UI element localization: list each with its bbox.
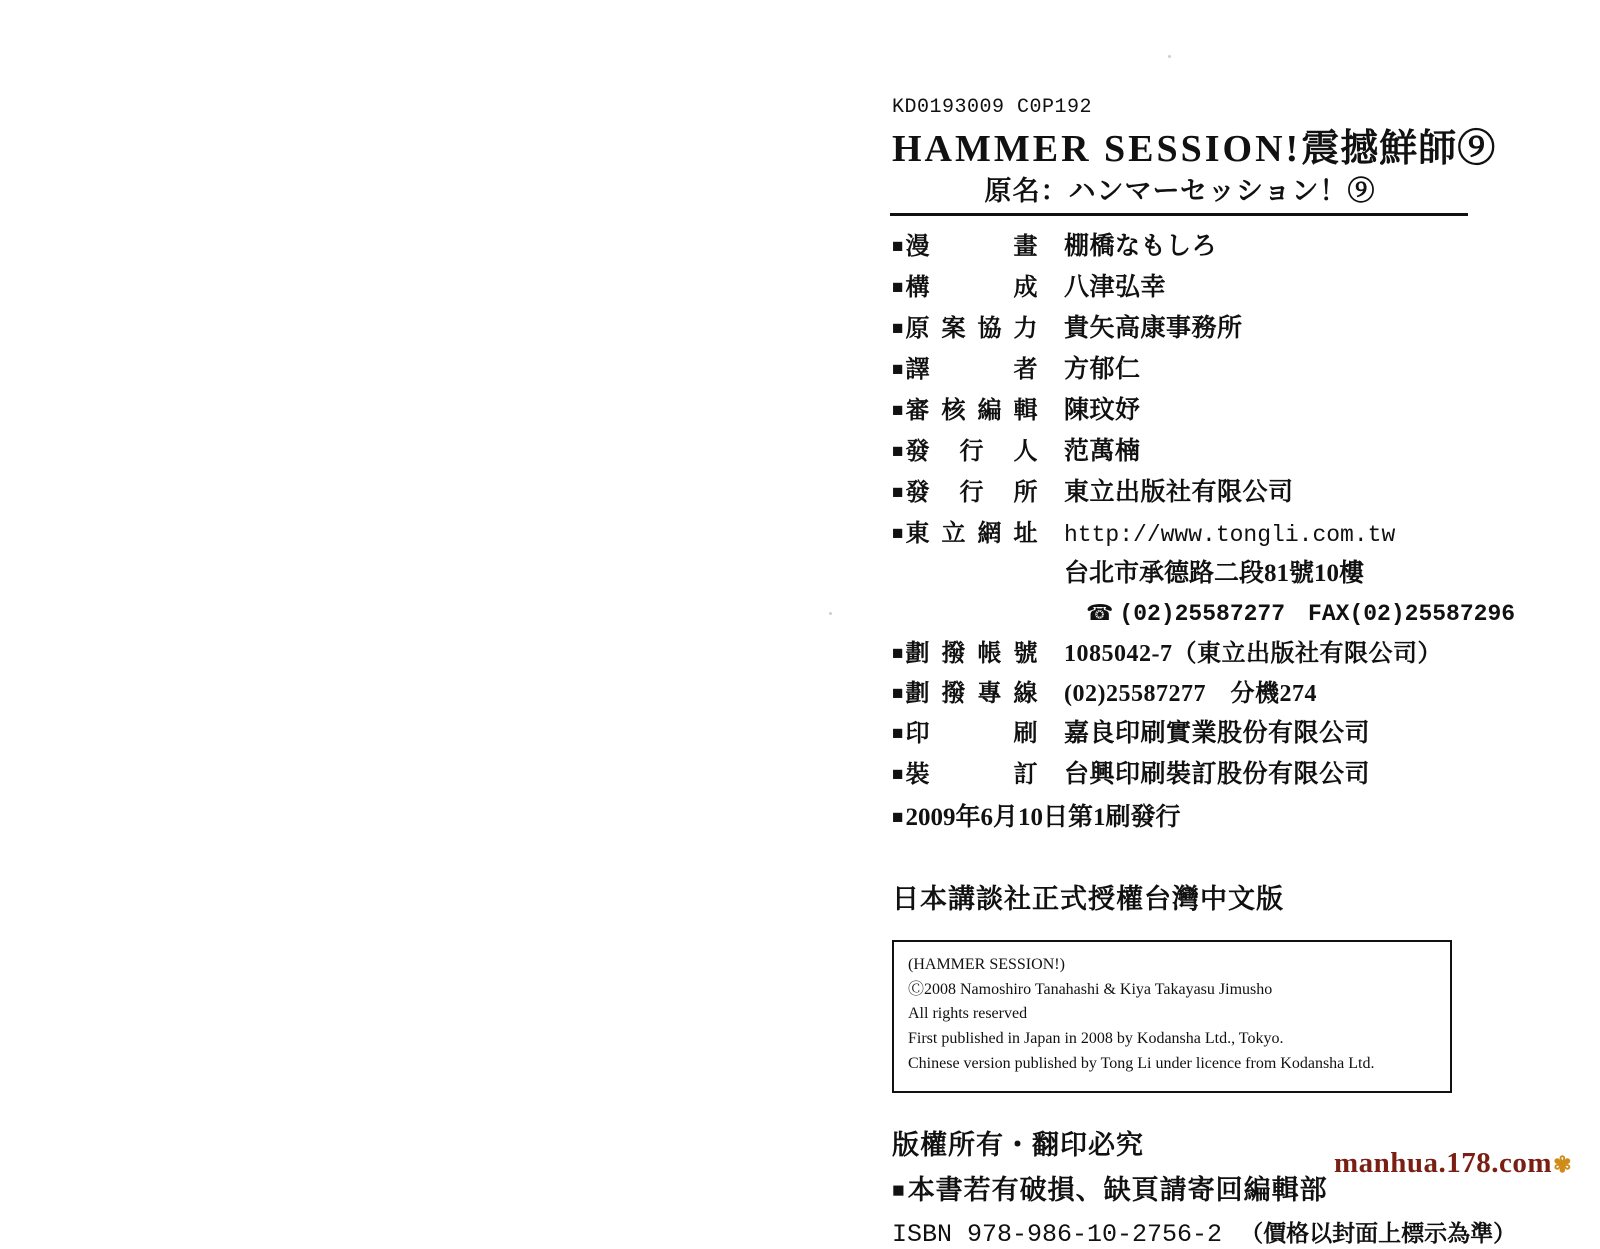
copyright-line: First published in Japan in 2008 by Kodansha Ltd., Tokyo. xyxy=(908,1029,1284,1047)
credits-table xyxy=(892,226,1395,553)
credit-label: ■東立網址 xyxy=(892,521,1038,548)
isbn-number: ISBN 978-986-10-2756-2 xyxy=(892,1220,1223,1249)
table-row xyxy=(892,513,1395,553)
publisher-address: 台北市承德路二段81號10樓 xyxy=(1064,560,1365,588)
credit-label: ■劃撥帳號 xyxy=(892,641,1038,668)
rights-reserved-notice: 版權所有・翻印必究 xyxy=(892,1130,1144,1161)
table-row xyxy=(892,713,1442,754)
credit-value: 台興印刷裝訂股份有限公司 xyxy=(1064,761,1371,789)
catalog-code: KD0193009 C0P192 xyxy=(892,96,1093,119)
defect-notice: ■本書若有破損、缺頁請寄回編輯部 xyxy=(892,1175,1328,1206)
credit-value: (02)25587277 分機274 xyxy=(1064,681,1317,708)
credit-label: ■劃撥專線 xyxy=(892,681,1038,708)
table-row xyxy=(892,226,1395,267)
credit-value: 范萬楠 xyxy=(1064,438,1141,466)
credit-value: 1085042-7（東立出版社有限公司） xyxy=(1064,641,1442,668)
paper-speck xyxy=(1168,55,1171,58)
table-row xyxy=(892,431,1395,472)
credit-value: 東立出版社有限公司 xyxy=(1064,479,1294,507)
title-latin: HAMMER SESSION! xyxy=(892,128,1302,170)
colophon-block xyxy=(890,96,1517,1249)
publisher-telephone: ☎ (02)25587277 FAX(02)25587296 xyxy=(1086,601,1516,628)
credit-value: 嘉良印刷實業股份有限公司 xyxy=(1064,720,1371,748)
license-statement: 日本講談社正式授權台灣中文版 xyxy=(892,884,1284,915)
publish-date: ■2009年6月10日第1刷發行 xyxy=(892,804,1181,832)
credits-table-2 xyxy=(892,633,1442,795)
credit-value: 方郁仁 xyxy=(1064,356,1141,384)
credit-label: ■原案協力 xyxy=(892,316,1038,343)
credit-label: ■裝 訂 xyxy=(892,762,1038,789)
credit-label: ■漫 畫 xyxy=(892,234,1038,261)
credit-label: ■印 刷 xyxy=(892,721,1038,748)
credit-value: 八津弘幸 xyxy=(1064,274,1167,302)
credit-value: 陳玟妤 xyxy=(1064,397,1141,425)
footer-block xyxy=(892,1123,1517,1249)
copyright-line: (HAMMER SESSION!) xyxy=(908,956,1065,974)
copyright-box xyxy=(892,940,1452,1093)
table-row xyxy=(892,754,1442,795)
table-row xyxy=(892,673,1442,713)
telephone-icon: ☎ xyxy=(1086,601,1114,627)
paper-speck xyxy=(829,612,832,615)
page-title xyxy=(892,128,1497,171)
copyright-line: Chinese version published by Tong Li under licence from Kodansha Ltd. xyxy=(908,1054,1375,1072)
table-row xyxy=(892,308,1395,349)
credit-label: ■譯 者 xyxy=(892,357,1038,384)
credit-value: 貴矢高康事務所 xyxy=(1064,315,1243,343)
watermark-flower-icon: ✾ xyxy=(1553,1152,1572,1177)
credit-label: ■審核編輯 xyxy=(892,398,1038,425)
isbn-line xyxy=(892,1215,1517,1249)
site-watermark: manhua.178.com✾ xyxy=(1333,1147,1572,1179)
table-row xyxy=(892,390,1395,431)
table-row xyxy=(892,267,1395,308)
copyright-line: Ⓒ2008 Namoshiro Tanahashi & Kiya Takayasu Jimusho xyxy=(908,980,1273,998)
table-row xyxy=(892,633,1442,673)
credit-label: ■發 行 所 xyxy=(892,480,1038,507)
publisher-website-link[interactable]: http://www.tongli.com.tw xyxy=(1064,522,1396,549)
credit-value: 棚橋なもしろ xyxy=(1064,233,1218,261)
copyright-line: All rights reserved xyxy=(908,1005,1028,1023)
table-row xyxy=(892,349,1395,390)
title-cjk: 震撼鮮師⑨ xyxy=(1301,128,1497,170)
credit-label: ■構 成 xyxy=(892,275,1038,302)
table-row xyxy=(892,472,1395,513)
divider-rule xyxy=(890,213,1468,216)
price-note: （價格以封面上標示為準） xyxy=(1240,1221,1517,1247)
credit-label: ■發 行 人 xyxy=(892,439,1038,466)
original-title: 原名：ハンマーセッション！⑨ xyxy=(984,175,1376,206)
